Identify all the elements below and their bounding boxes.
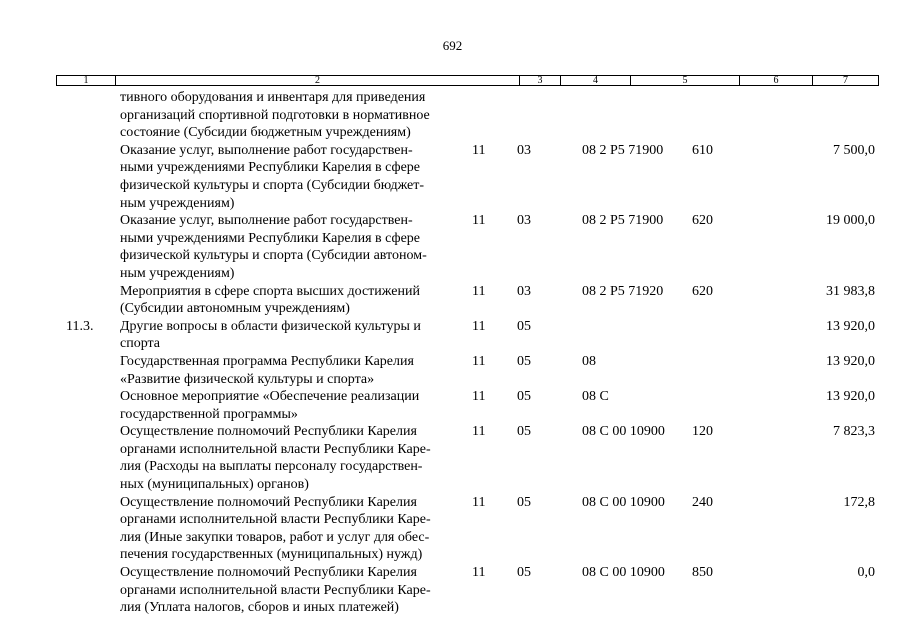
- description-line: лия (Уплата налогов, сборов и иных платежей): [120, 600, 399, 616]
- row-description: [120, 212, 455, 282]
- row-description: [120, 283, 455, 318]
- expense-type-code: 610: [692, 142, 713, 158]
- table-header: [56, 75, 879, 86]
- target-article-code: 08 2 P5 71900: [582, 213, 664, 229]
- amount: 0,0: [857, 565, 875, 581]
- subsection-code: 05: [517, 389, 531, 405]
- subsection-code: 05: [517, 424, 531, 440]
- description-line: организаций спортивной подготовки в нормативное: [120, 107, 430, 123]
- description-line: Основное мероприятие «Обеспечение реализации: [120, 389, 420, 405]
- column-header-1: 1: [83, 75, 89, 86]
- table-row: [0, 423, 905, 493]
- section-code: 11: [472, 565, 486, 581]
- table-row: [0, 494, 905, 564]
- section-code: 11: [472, 424, 486, 440]
- table-row: [0, 142, 905, 212]
- target-article-code: 08 2 P5 71920: [582, 283, 664, 299]
- table-row: [0, 388, 905, 423]
- description-line: государственной программы»: [120, 406, 298, 422]
- description-line: «Развитие физической культуры и спорта»: [120, 371, 375, 387]
- description-line: ным учреждениям): [120, 195, 235, 211]
- section-code: 11: [472, 318, 486, 334]
- table-row: [0, 318, 905, 353]
- amount: 19 000,0: [826, 213, 875, 229]
- section-code: 11: [472, 213, 486, 229]
- expense-type-code: 240: [692, 494, 713, 510]
- subsection-code: 05: [517, 318, 531, 334]
- description-line: органами исполнительной власти Республики Каре-: [120, 512, 431, 528]
- description-line: (Субсидии автономным учреждениям): [120, 301, 350, 317]
- page-number: 692: [442, 38, 463, 53]
- table-row: [0, 353, 905, 388]
- description-line: физической культуры и спорта (Субсидии автоном-: [120, 248, 427, 264]
- row-description: [120, 142, 455, 212]
- description-line: Оказание услуг, выполнение работ государствен-: [120, 213, 413, 229]
- description-line: ным учреждениям): [120, 265, 235, 281]
- column-header-7: 7: [812, 76, 878, 85]
- description-line: физической культуры и спорта (Субсидии бюджет-: [120, 177, 425, 193]
- description-line: спорта: [120, 336, 161, 352]
- amount: 172,8: [843, 494, 875, 510]
- description-line: лия (Иные закупки товаров, работ и услуг для обес-: [120, 529, 430, 545]
- subsection-code: 03: [517, 142, 531, 158]
- column-header-2: 2: [115, 76, 519, 85]
- description-line: Оказание услуг, выполнение работ государствен-: [120, 142, 413, 158]
- description-line: печения государственных (муниципальных) нужд): [120, 547, 423, 563]
- row-description: [120, 423, 455, 493]
- amount: 13 920,0: [826, 318, 875, 334]
- row-description: [120, 318, 455, 353]
- amount: 7 823,3: [833, 424, 875, 440]
- column-header-4: 4: [560, 76, 630, 85]
- expense-type-code: 120: [692, 424, 713, 440]
- description-line: органами исполнительной власти Республики Каре-: [120, 582, 431, 598]
- column-header-3: 3: [519, 76, 560, 85]
- target-article-code: 08 С 00 10900: [582, 565, 665, 581]
- table-row: [0, 564, 905, 617]
- description-line: лия (Расходы на выплаты персоналу государствен-: [120, 459, 423, 475]
- target-article-code: 08: [582, 353, 596, 369]
- table-body: [0, 89, 905, 617]
- target-article-code: 08 С 00 10900: [582, 494, 665, 510]
- table-row: [0, 89, 905, 142]
- amount: 31 983,8: [826, 283, 875, 299]
- description-line: ными учреждениями Республики Карелия в сфере: [120, 230, 421, 246]
- description-line: Другие вопросы в области физической культуры и: [120, 318, 421, 334]
- description-line: Мероприятия в сфере спорта высших достижений: [120, 283, 420, 299]
- column-header-5: 5: [630, 76, 739, 85]
- description-line: Осуществление полномочий Республики Карелия: [120, 494, 417, 510]
- amount: 13 920,0: [826, 389, 875, 405]
- target-article-code: 08 С: [582, 389, 609, 405]
- column-header-6: 6: [739, 76, 812, 85]
- target-article-code: 08 С 00 10900: [582, 424, 665, 440]
- table-row: [0, 212, 905, 282]
- section-code: 11: [472, 142, 486, 158]
- section-code: 11: [472, 389, 486, 405]
- row-description: [120, 89, 455, 142]
- row-description: [120, 494, 455, 564]
- description-line: органами исполнительной власти Республики Каре-: [120, 441, 431, 457]
- amount: 13 920,0: [826, 353, 875, 369]
- subsection-code: 05: [517, 565, 531, 581]
- subsection-code: 03: [517, 213, 531, 229]
- description-line: Государственная программа Республики Карелия: [120, 353, 414, 369]
- description-line: Осуществление полномочий Республики Карелия: [120, 565, 417, 581]
- section-code: 11: [472, 494, 486, 510]
- expense-type-code: 620: [692, 213, 713, 229]
- expense-type-code: 620: [692, 283, 713, 299]
- description-line: Осуществление полномочий Республики Карелия: [120, 424, 417, 440]
- target-article-code: 08 2 P5 71900: [582, 142, 664, 158]
- subsection-code: 03: [517, 283, 531, 299]
- subsection-code: 05: [517, 353, 531, 369]
- row-number: 11.3.: [66, 318, 94, 334]
- section-code: 11: [472, 283, 486, 299]
- section-code: 11: [472, 353, 486, 369]
- description-line: ными учреждениями Республики Карелия в сфере: [120, 160, 421, 176]
- description-line: состояние (Субсидии бюджетным учреждениям): [120, 125, 411, 141]
- row-description: [120, 388, 455, 423]
- subsection-code: 05: [517, 494, 531, 510]
- row-description: [120, 353, 455, 388]
- description-line: ных (муниципальных) органов): [120, 477, 309, 493]
- description-line: тивного оборудования и инвентаря для приведения: [120, 90, 426, 105]
- amount: 7 500,0: [833, 142, 875, 158]
- row-description: [120, 564, 455, 617]
- table-row: [0, 283, 905, 318]
- expense-type-code: 850: [692, 565, 713, 581]
